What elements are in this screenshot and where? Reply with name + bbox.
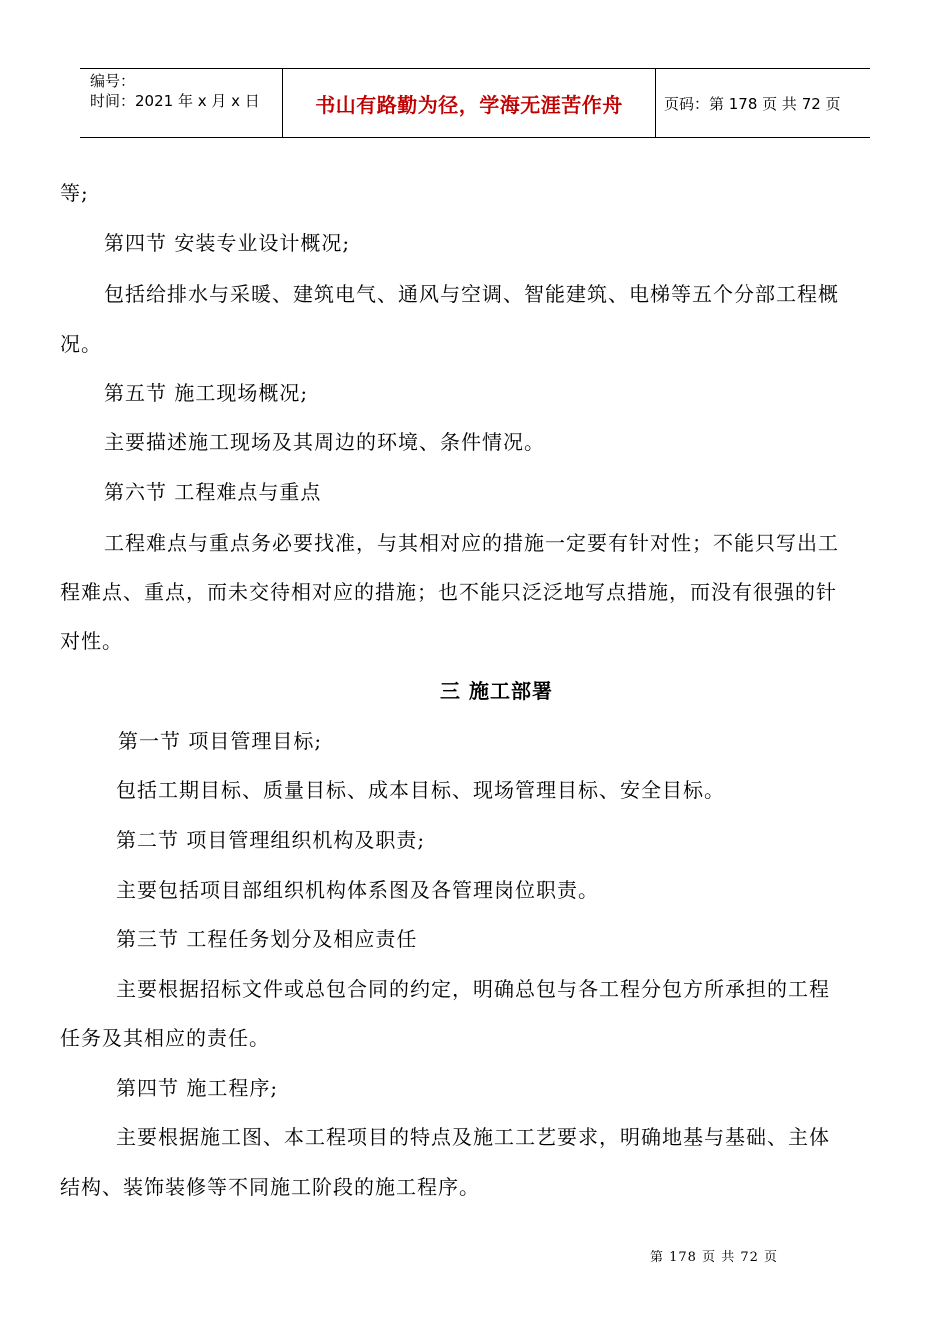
header-page-info: 页码：第 178 页 共 72 页 <box>664 94 841 113</box>
body-line: 程难点、重点，而未交待相对应的措施；也不能只泛泛地写点措施，而没有很强的针 <box>60 580 837 604</box>
body-line: 等; <box>60 181 89 205</box>
header-motto: 书山有路勤为径，学海无涯苦作舟 <box>282 69 656 137</box>
section-heading: 第一节 项目管理目标; <box>118 729 323 753</box>
section-heading: 第三节 工程任务划分及相应责任 <box>116 927 418 951</box>
section-heading: 第四节 安装专业设计概况; <box>104 231 351 255</box>
body-line: 对性。 <box>60 629 123 653</box>
body-line: 任务及其相应的责任。 <box>60 1026 270 1050</box>
section-heading: 第六节 工程难点与重点 <box>104 480 322 504</box>
chapter-title: 三 施工部署 <box>440 679 553 703</box>
section-heading: 第五节 施工现场概况; <box>104 381 309 405</box>
section-heading: 第二节 项目管理组织机构及职责; <box>116 828 426 852</box>
page-footer: 第 178 页 共 72 页 <box>650 1250 779 1265</box>
header-left-cell <box>80 69 290 139</box>
section-heading: 第四节 施工程序; <box>116 1076 279 1100</box>
body-line: 包括给排水与采暖、建筑电气、通风与空调、智能建筑、电梯等五个分部工程概 <box>104 282 839 306</box>
body-line: 主要描述施工现场及其周边的环境、条件情况。 <box>104 430 545 454</box>
body-line: 主要包括项目部组织机构体系图及各管理岗位职责。 <box>116 878 599 902</box>
page-header <box>80 68 870 138</box>
body-line: 结构、装饰装修等不同施工阶段的施工程序。 <box>60 1175 480 1199</box>
number-label: 编号： <box>90 72 136 90</box>
body-line: 工程难点与重点务必要找准，与其相对应的措施一定要有针对性；不能只写出工 <box>104 531 839 555</box>
body-line: 主要根据招标文件或总包合同的约定，明确总包与各工程分包方所承担的工程 <box>116 977 830 1001</box>
body-line: 况。 <box>60 332 102 356</box>
date-line: 时间：2021 年 x 月 x 日 <box>90 92 260 110</box>
body-line: 包括工期目标、质量目标、成本目标、现场管理目标、安全目标。 <box>116 778 725 802</box>
body-line: 主要根据施工图、本工程项目的特点及施工工艺要求，明确地基与基础、主体 <box>116 1125 830 1149</box>
